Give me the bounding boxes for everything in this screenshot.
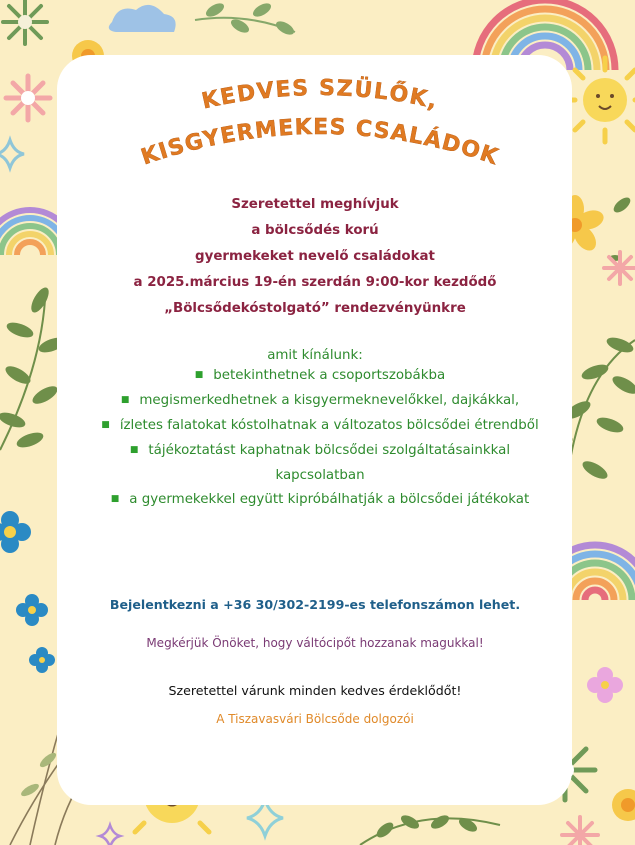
intro-line: a 2025.március 19-én szerdán 9:00-kor kezdődő — [133, 275, 497, 290]
registration-info: Bejelentkezni a +36 30/302-2199-es telefonszámon lehet. — [109, 597, 521, 612]
signature: A Tiszavasvári Bölcsőde dolgozói — [216, 712, 414, 726]
sun-icon — [563, 58, 635, 142]
offer-heading: amit kínálunk: — [267, 348, 363, 363]
bullet-icon: ■ — [129, 445, 139, 455]
list-item: ■ betekinthetnek a csoportszobákba — [194, 368, 446, 383]
sparkle-icon — [247, 800, 283, 836]
pink-flower-icon — [587, 667, 623, 703]
list-item: ■ tájékoztatást kaphatnak bölcsődei szolgáltatásainkkal kapcsolatban — [129, 443, 511, 483]
title-line-1: KEDVES SZÜLŐK, — [199, 75, 441, 115]
green-flower-icon — [3, 0, 47, 44]
shoes-note: Megkérjük Önöket, hogy váltócipőt hozzanak magukkal! — [146, 636, 484, 650]
yellow-flower-icon — [612, 789, 635, 821]
bullet-icon: ■ — [194, 370, 204, 380]
list-item: ■ a gyermekekkel együtt kipróbálhatják a bölcsődei játékokat — [110, 492, 530, 507]
list-item: ■ ízletes falatokat kóstolhatnak a változatos bölcsődei étrendből — [101, 418, 539, 433]
blue-flower-icon — [29, 647, 55, 673]
blue-flower-icon — [16, 594, 48, 626]
invitation-text — [60, 192, 570, 322]
intro-line: Szeretettel meghívjuk — [231, 197, 399, 212]
blue-flower-icon — [0, 511, 31, 553]
bullet-icon: ■ — [120, 395, 130, 405]
bullet-icon: ■ — [101, 420, 110, 430]
page-title — [100, 70, 540, 190]
pink-flower-icon — [562, 817, 598, 845]
leaf-branch-icon — [360, 813, 500, 845]
sparkle-icon — [0, 140, 24, 168]
intro-line: a bölcsődés korú — [251, 223, 379, 238]
intro-line: „Bölcsődekóstolgató” rendezvényünkre — [164, 301, 466, 316]
bullet-icon: ■ — [110, 494, 120, 504]
pink-flower-icon — [6, 76, 50, 120]
offer-list — [85, 364, 555, 513]
cloud-icon — [109, 5, 176, 32]
pink-flower-icon — [604, 252, 635, 284]
title-line-2: KISGYERMEKES CSALÁDOK — [138, 114, 502, 171]
sparkle-icon — [100, 825, 120, 845]
intro-line: gyermekeket nevelő családokat — [195, 249, 435, 264]
welcome-text: Szeretettel várunk minden kedves érdeklődőt! — [168, 683, 462, 698]
leaf-branch-icon — [195, 1, 296, 38]
list-item: ■ megismerkedhetnek a kisgyermeknevelőkkel, dajkákkal, — [120, 393, 520, 408]
